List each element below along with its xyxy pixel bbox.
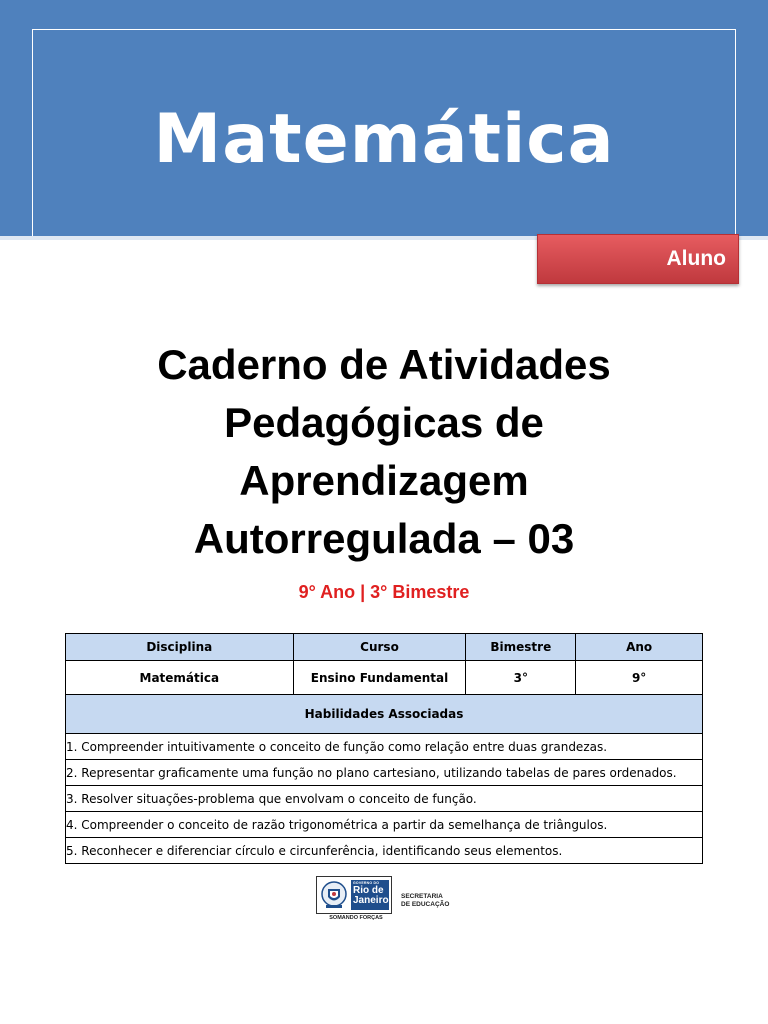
table-values-row xyxy=(66,661,703,695)
government-logo xyxy=(316,876,456,924)
title-line: Aprendizagem xyxy=(239,457,529,504)
title-line: Autorregulada – 03 xyxy=(193,515,575,562)
header-curso: Curso xyxy=(293,634,466,661)
secretaria-line: DE EDUCAÇÃO xyxy=(401,901,450,908)
value-ano: 9° xyxy=(576,661,703,695)
coat-of-arms-icon xyxy=(320,880,348,910)
value-disciplina: Matemática xyxy=(66,661,294,695)
table-row xyxy=(66,838,703,864)
header-disciplina: Disciplina xyxy=(66,634,294,661)
skills-header: Habilidades Associadas xyxy=(66,695,703,734)
skills-header-row xyxy=(66,695,703,734)
header-banner xyxy=(0,0,768,240)
table-row xyxy=(66,786,703,812)
grade-subtitle: 9° Ano | 3° Bimestre xyxy=(298,582,470,602)
title-line: Pedagógicas de xyxy=(224,399,544,446)
table-row xyxy=(66,812,703,838)
title-line: Caderno de Atividades xyxy=(157,341,611,388)
value-bimestre: 3° xyxy=(466,661,576,695)
logo-wordmark xyxy=(351,880,389,910)
value-curso: Ensino Fundamental xyxy=(293,661,466,695)
table-header-row xyxy=(66,634,703,661)
logo-gov-label: GOVERNO DO xyxy=(353,881,380,885)
skill-item: 4. Compreender o conceito de razão trigonométrica a partir da semelhança de triângulos. xyxy=(66,812,703,838)
skill-item: 3. Resolver situações-problema que envolvam o conceito de função. xyxy=(66,786,703,812)
secretaria-line: SECRETARIA xyxy=(401,893,443,900)
audience-label: Aluno xyxy=(666,247,726,270)
logo-caption: SOMANDO FORÇAS xyxy=(329,915,383,921)
header-ano: Ano xyxy=(576,634,703,661)
course-info-table xyxy=(65,633,703,864)
table-row xyxy=(66,734,703,760)
table-row xyxy=(66,760,703,786)
subject-title: Matemática xyxy=(153,100,615,179)
document-title xyxy=(0,336,768,568)
skill-item: 2. Representar graficamente uma função no plano cartesiano, utilizando tabelas de pares ordenados. xyxy=(66,760,703,786)
skill-item: 1. Compreender intuitivamente o conceito de função como relação entre duas grandezas. xyxy=(66,734,703,760)
header-bimestre: Bimestre xyxy=(466,634,576,661)
skill-item: 5. Reconhecer e diferenciar círculo e circunferência, identificando seus elementos. xyxy=(66,838,703,864)
audience-tab xyxy=(537,234,739,284)
logo-secretaria xyxy=(401,893,449,909)
logo-state-line1: Rio de xyxy=(353,885,384,896)
logo-state-line2: Janeiro xyxy=(353,895,389,906)
logo-box xyxy=(316,876,392,914)
